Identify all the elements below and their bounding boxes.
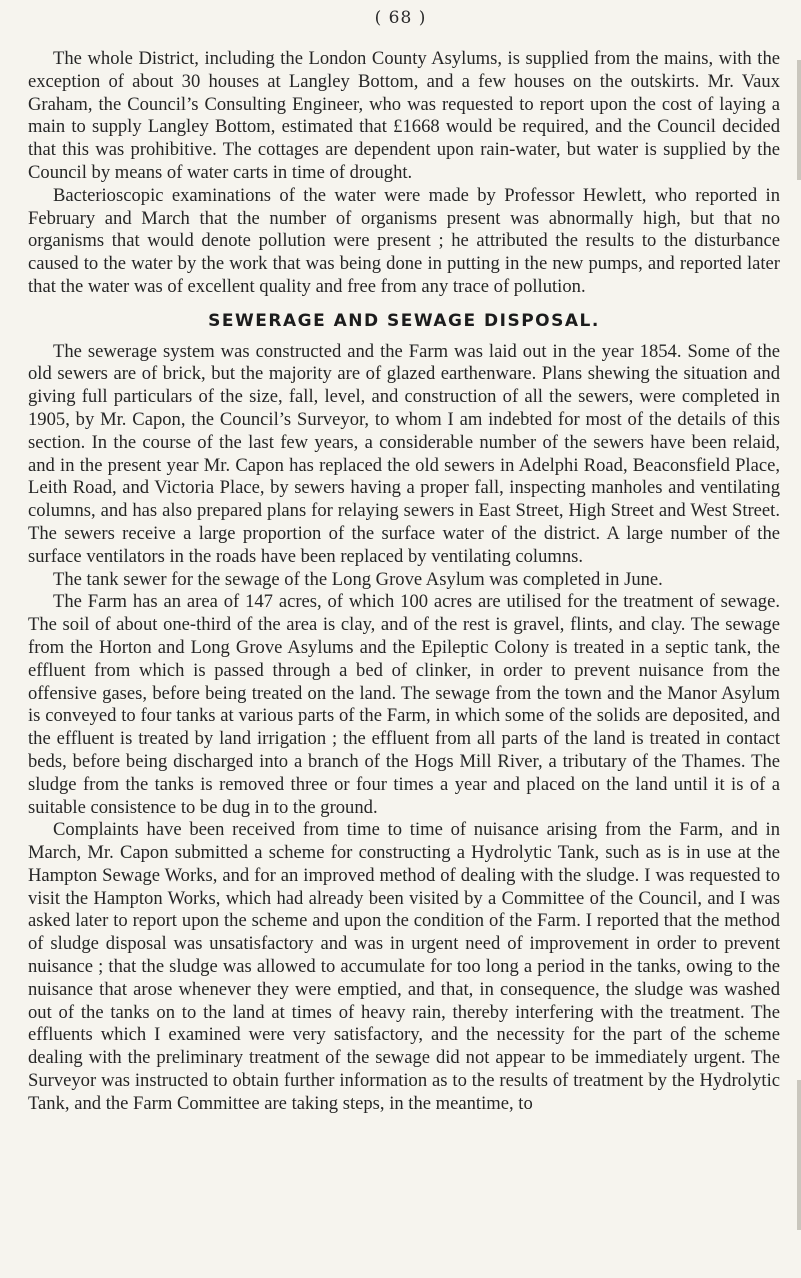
paragraph: The Farm has an area of 147 acres, of which 100 acres are utilised for the treatment of sewage. The soil of about one-third of the area is clay, and of the rest is gravel, flints, and clay. The sewage from the Horton and Long Grove Asylums and the Epileptic Colony is treated in a septic tank, the effluent from which is passed through a bed of clinker, in order to prevent nuisance from the offensive gases, before being treated on the land. The sewage from the town and the Manor Asylum is conveyed to four tanks at various parts of the Farm, in which some of the solids are deposited, and the effluent is treated by land irrigation ; the effluent from all parts of the land is treated in contact beds, before being discharged into a branch of the Hogs Mill River, a tributary of the Thames. The sludge from the tanks is removed three or four times a year and placed on the land until it is of a suitable consistence to be dug in to the ground. — [28, 591, 780, 818]
paragraph: The tank sewer for the sewage of the Long Grove Asylum was completed in June. — [53, 568, 663, 590]
paragraph: The sewerage system was constructed and the Farm was laid out in the year 1854. Some of the old sewers are of brick, but the majority are of glazed earthenware. Plans shewing the situation and giving full particulars of the size, fall, level, and construction of all the sewers, were completed in 1905, by Mr. Capon, the Council’s Surveyor, to whom I am indebted for most of the details of this section. In the course of the last few years, a considerable number of the sewers have been relaid, and in the present year Mr. Capon has replaced the old sewers in Adelphi Road, Beaconsfield Place, Leith Road, and Victoria Place, by sewers having a proper fall, inspecting manholes and ventilating columns, and has also prepared plans for relaying sewers in East Street, High Street and West Street. The sewers receive a large proportion of the surface water of the district. A large number of the surface ventilators in the roads have been replaced by ventilating columns. — [28, 340, 780, 567]
page-number: ( 68 ) — [374, 8, 427, 28]
paragraph: The whole District, including the London County Asylums, is supplied from the mains, with the exception of about 30 houses at Langley Bottom, and a few houses on the outskirts. Mr. Vaux Graham, the Council’s Consulting Engineer, who was requested to report upon the cost of laying a main to supply Langley Bottom, estimated that £1668 would be required, and the Council decided that this was prohibitive. The cottages are dependent upon rain-water, but water is supplied by the Council by means of water carts in time of drought. — [28, 48, 780, 183]
section-heading: SEWERAGE AND SEWAGE DISPOSAL. — [208, 310, 600, 331]
paragraph: Bacterioscopic examinations of the water were made by Professor Hewlett, who reported in February and March that the number of organisms present was abnormally high, but that no organisms that would denote pollution were present ; he attributed the results to the disturbance caused to the water by the work that was being done in putting in the new pumps, and reported later that the water was of excellent quality and free from any trace of pollution. — [28, 184, 780, 297]
page-edge-shadow — [797, 1080, 801, 1230]
paragraph: Complaints have been received from time to time of nuisance arising from the Farm, and in March, Mr. Capon submitted a scheme for constructing a Hydrolytic Tank, such as is in use at the Hampton Sewage Works, and for an improved method of dealing with the sludge. I was requested to visit the Hampton Works, which had already been visited by a Committee of the Council, and I was asked later to report upon the scheme and upon the condition of the Farm. I reported that the method of sludge disposal was unsatisfactory and was in urgent need of improvement in order to prevent nuisance ; that the sludge was allowed to accumulate for too long a period in the tanks, owing to the nuisance that arose whenever they were emptied, and that, in consequence, the sludge was washed out of the tanks on to the land at times of heavy rain, thereby interfering with the treatment. The effluents which I examined were very satisfactory, and the necessity for the part of the scheme dealing with the preliminary treatment of the sewage did not appear to be immediately urgent. The Surveyor was instructed to obtain further information as to the results of treatment by the Hydrolytic Tank, and the Farm Committee are taking steps, in the meantime, to — [28, 819, 780, 1114]
page-edge-shadow — [797, 60, 801, 180]
body-text — [28, 48, 780, 1116]
